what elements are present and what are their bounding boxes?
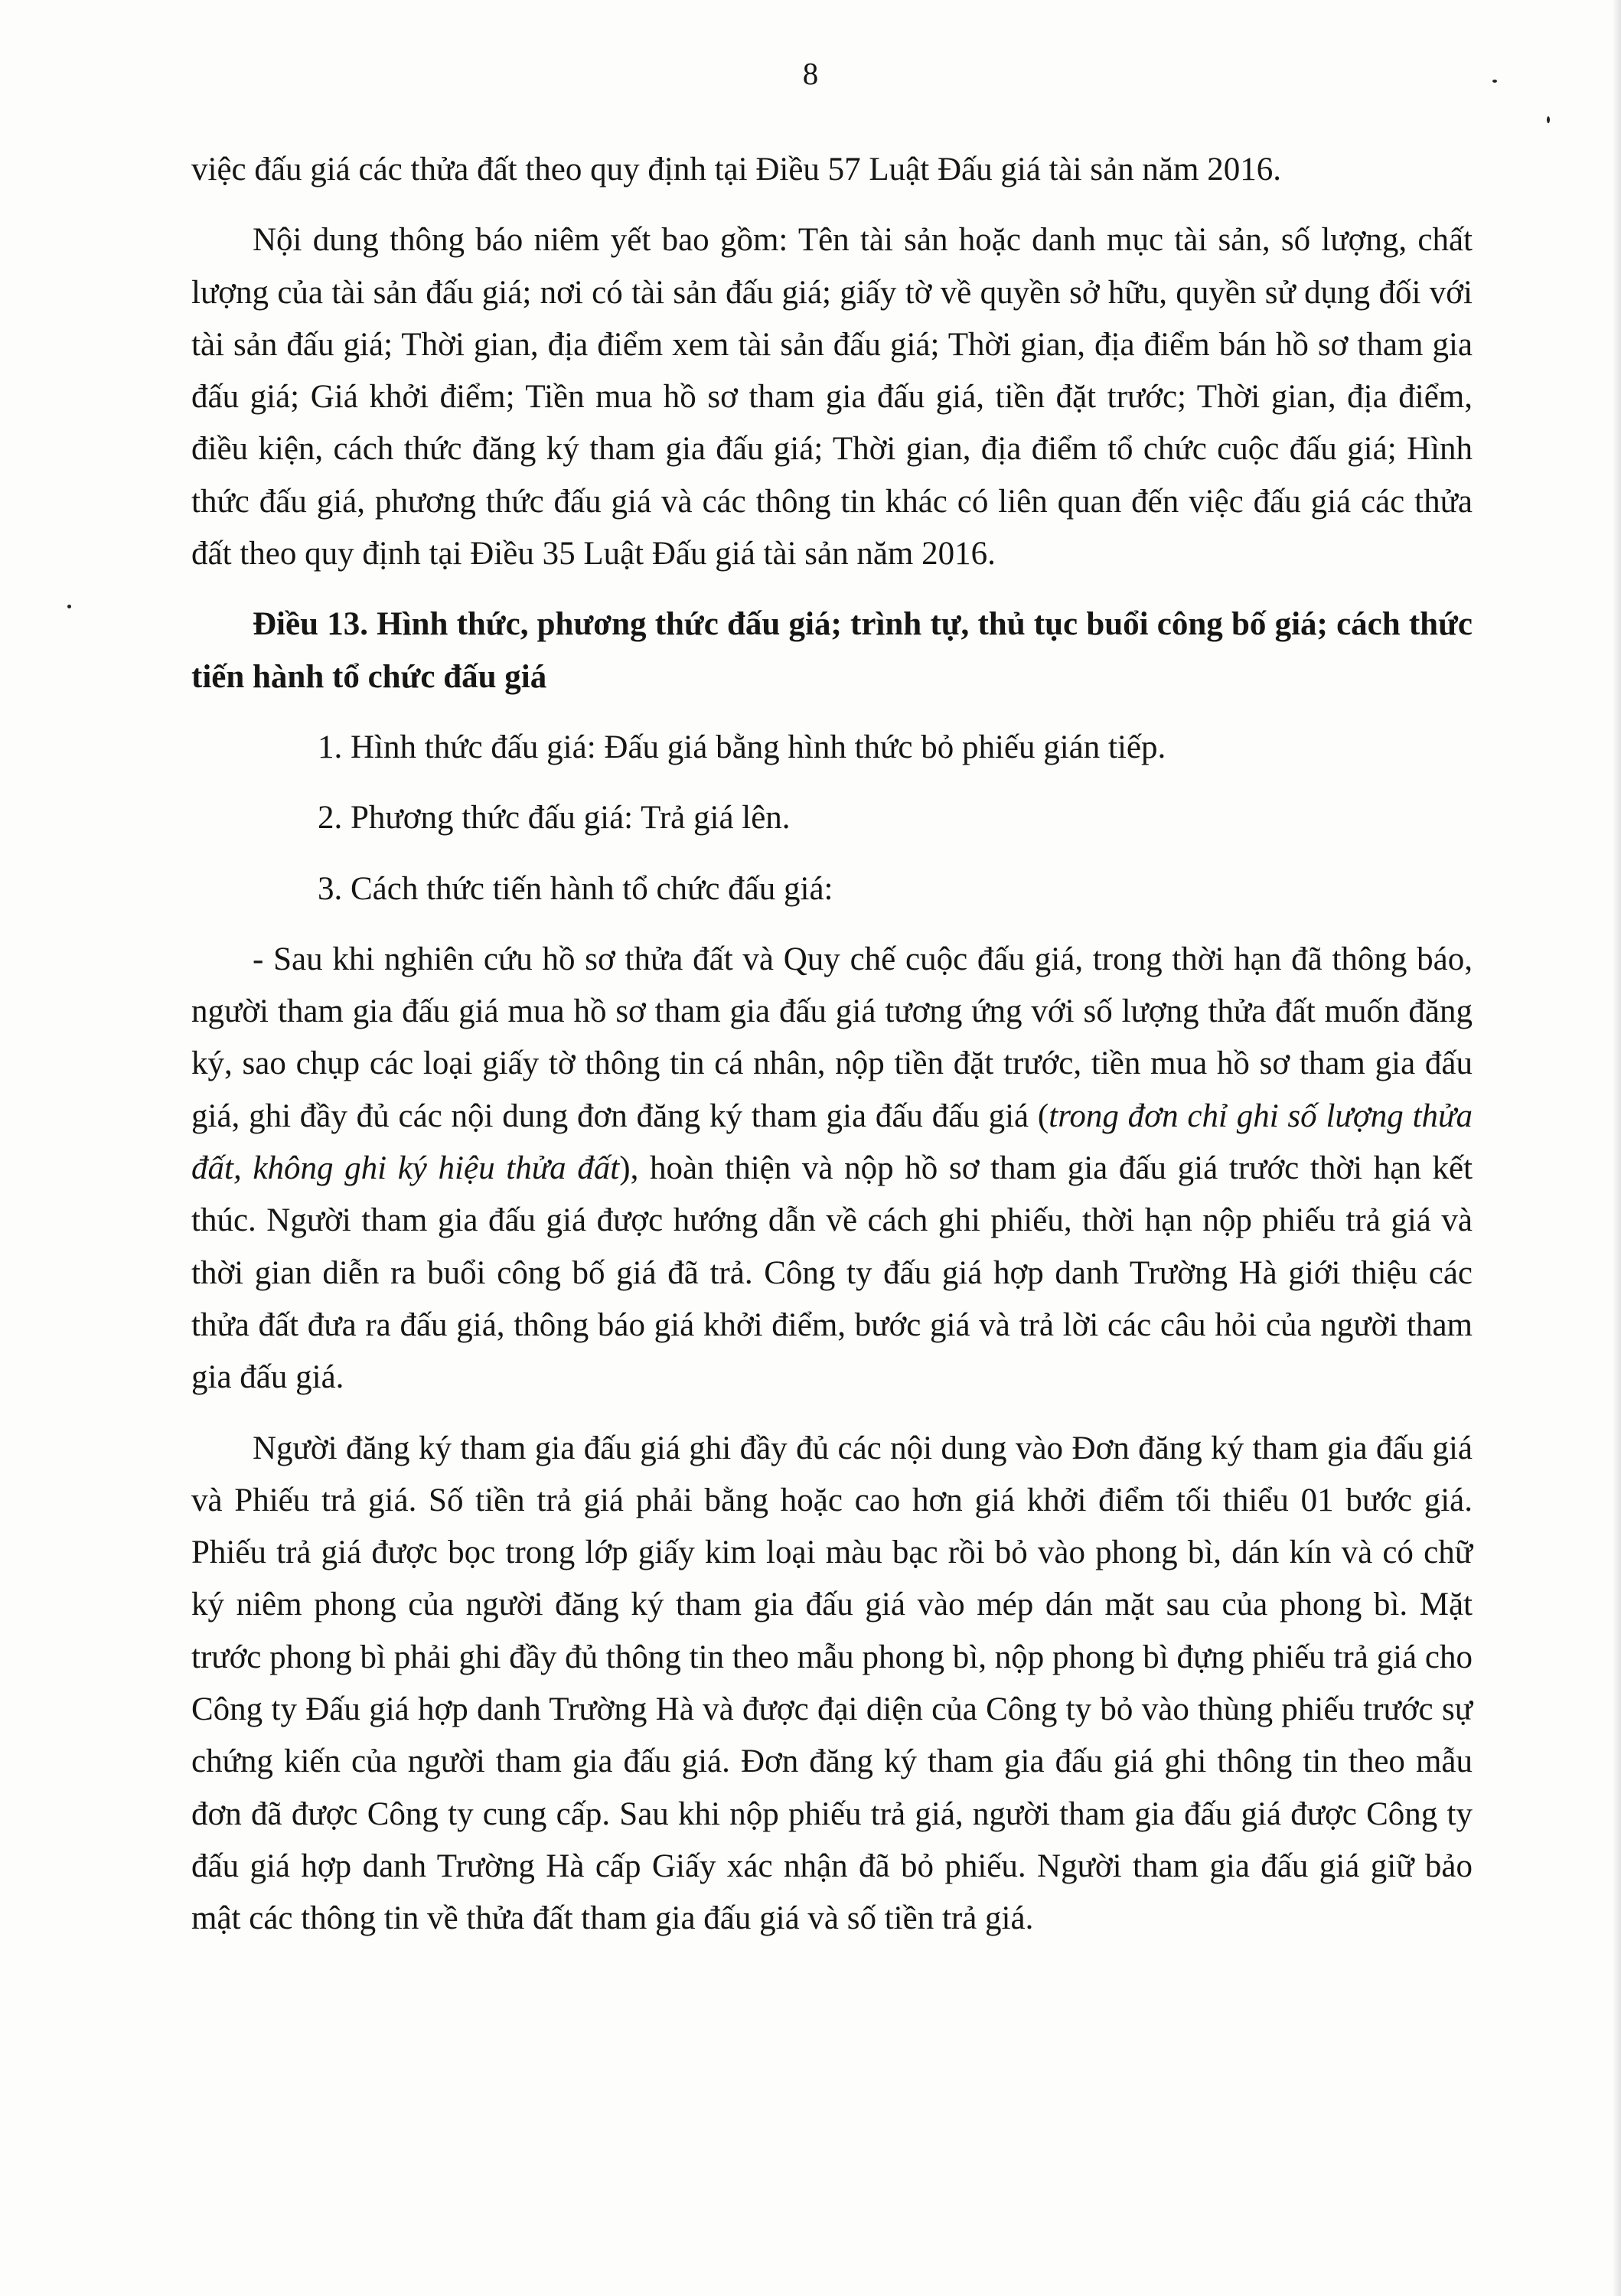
paragraph-notice-content: Nội dung thông báo niêm yết bao gồm: Tên tài sản hoặc danh mục tài sản, số lượng, chất lượng của tài sản đấu giá; nơi có tài sản đấu giá; giấy tờ về quyền sở hữu, quyền sử dụng đối với tài sản đấu giá; Thời gian, địa điểm xem tài sản đấu giá; Thời gian, địa điểm bán hồ sơ tham gia đấu giá; Giá khởi điểm; Tiền mua hồ sơ tham gia đấu giá, tiền đặt trước; Thời gian, địa điểm, điều kiện, cách thức đăng ký tham gia đấu giá; Thời gian, địa điểm tổ chức cuộc đấu giá; Hình thức đấu giá, phương thức đấu giá và các thông tin khác có liên quan đến việc đấu giá các thửa đất theo quy định tại Điều 35 Luật Đấu giá tài sản năm 2016. (191, 222, 1473, 572)
paragraph-registration-steps (191, 934, 1473, 1404)
text-run: - Sau khi nghiên cứu hồ sơ thửa đất và Quy chế cuộc đấu giá, trong thời hạn đã thông báo, người tham gia đấu giá mua hồ sơ tham gia đấu giá tương ứng với số lượng thửa đất muốn đăng ký, sao chụp các loại giấy tờ thông tin cá nhân, nộp tiền đặt trước, tiền mua hồ sơ tham gia đấu giá, ghi đầy đủ các nội dung đơn đăng ký tham gia đấu đấu giá ( (191, 941, 1473, 1134)
scan-edge (1613, 0, 1621, 2296)
list-item-auction-method: 2. Phương thức đấu giá: Trả giá lên. (318, 800, 791, 837)
list-item-auction-form: 1. Hình thức đấu giá: Đấu giá bằng hình thức bỏ phiếu gián tiếp. (318, 729, 1166, 765)
scan-speck (67, 605, 71, 608)
italic-note: trong đơn chỉ ghi số lượng thửa đất, không ghi ký hiệu thửa đất (191, 1097, 1473, 1187)
list-item-auction-procedure: 3. Cách thức tiến hành tổ chức đấu giá: (318, 870, 833, 907)
text-run: ), hoàn thiện và nộp hồ sơ tham gia đấu giá trước thời hạn kết thúc. Người tham gia đấu giá được hướng dẫn về cách ghi phiếu, thời hạn nộp phiếu trả giá và thời gian diễn ra buổi công bố giá đã trả. Công ty đấu giá hợp danh Trường Hà giới thiệu các thửa đất đưa ra đấu giá, thông báo giá khởi điểm, bước giá và trả lời các câu hỏi của người tham gia đấu giá. (191, 1150, 1473, 1396)
paragraph-continuation: việc đấu giá các thửa đất theo quy định tại Điều 57 Luật Đấu giá tài sản năm 2016. (191, 152, 1281, 188)
page-number: 8 (802, 56, 819, 91)
paragraph-bid-submission: Người đăng ký tham gia đấu giá ghi đầy đủ các nội dung vào Đơn đăng ký tham gia đấu giá và Phiếu trả giá. Số tiền trả giá phải bằng hoặc cao hơn giá khởi điểm tối thiểu 01 bước giá. Phiếu trả giá được bọc trong lớp giấy kim loại màu bạc rồi bỏ vào phong bì, dán kín và có chữ ký niêm phong của người đăng ký tham gia đấu giá vào mép dán mặt sau của phong bì. Mặt trước phong bì phải ghi đầy đủ thông tin theo mẫu phong bì, nộp phong bì đựng phiếu trả giá cho Công ty Đấu giá hợp danh Trường Hà và được đại diện của Công ty bỏ vào thùng phiếu trước sự chứng kiến của người tham gia đấu giá. Đơn đăng ký tham gia đấu giá ghi thông tin theo mẫu đơn đã được Công ty cung cấp. Sau khi nộp phiếu trả giá, người tham gia đấu giá được Công ty đấu giá hợp danh Trường Hà cấp Giấy xác nhận đã bỏ phiếu. Người tham gia đấu giá giữ bảo mật các thông tin về thửa đất tham gia đấu giá và số tiền trả giá. (191, 1430, 1473, 1937)
article-13-heading: Điều 13. Hình thức, phương thức đấu giá; trình tự, thủ tục buổi công bố giá; cách thức tiến hành tổ chức đấu giá (191, 606, 1473, 695)
scan-speck (1547, 116, 1550, 123)
document-body (191, 144, 1473, 1945)
